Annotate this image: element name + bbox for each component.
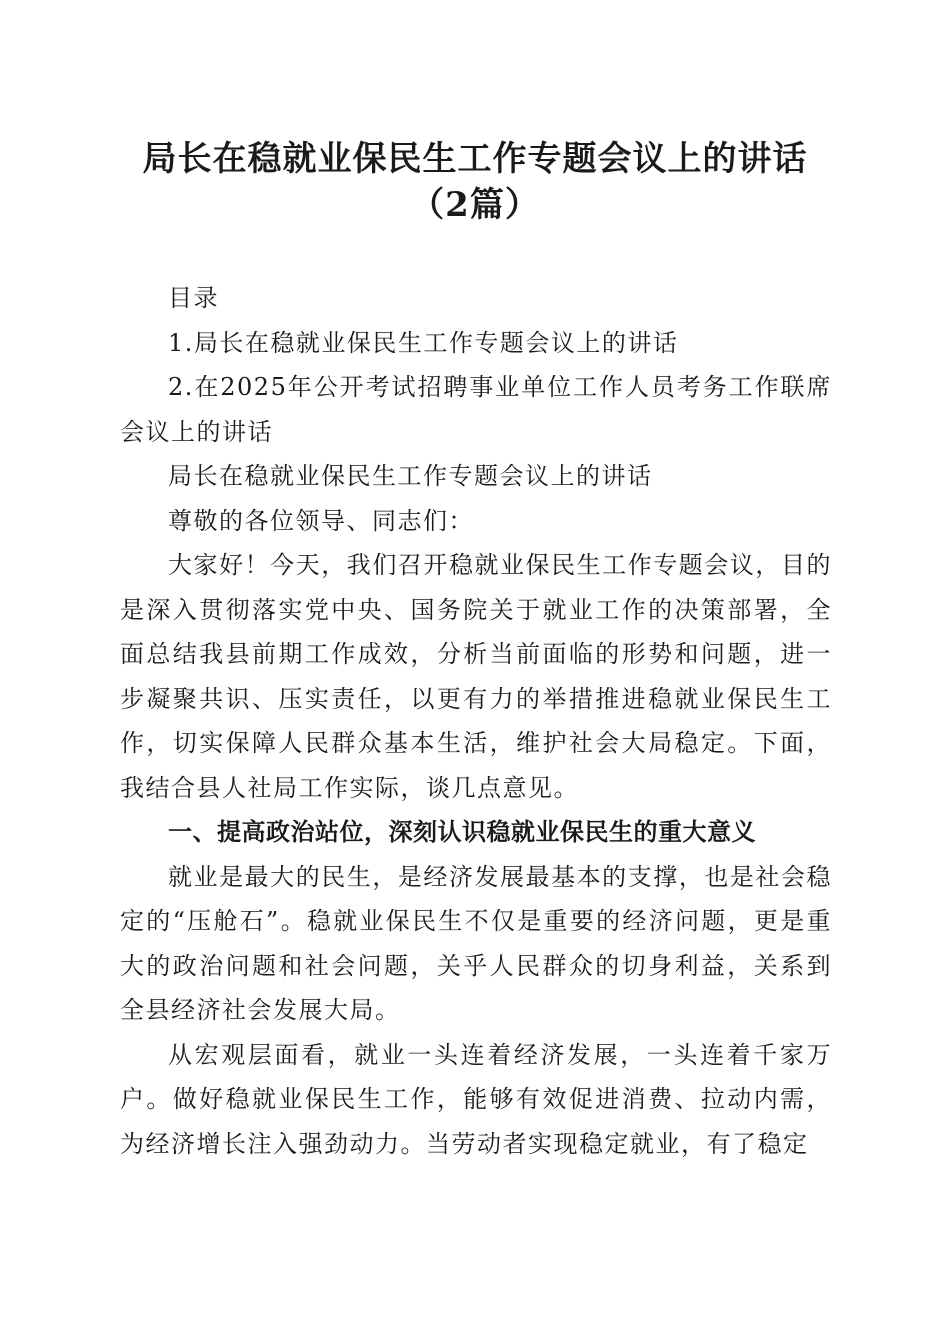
document-title-count: （2篇） bbox=[410, 185, 540, 225]
greeting: 尊敬的各位领导、同志们： bbox=[168, 506, 474, 535]
document-title: 局长在稳就业保民生工作专题会议上的讲话 bbox=[142, 139, 808, 179]
toc-label: 目录 bbox=[168, 284, 219, 312]
toc-item-2: 2.在2025年公开考试招聘事业单位工作人员考务工作联席会议上的讲话 bbox=[120, 373, 832, 446]
section1-paragraph-1: 就业是最大的民生，是经济发展最基本的支撑，也是社会稳定的“压舱石”。稳就业保民生不仅是重要的经济问题，更是重大的政治问题和社会问题，关乎人民群众的切身利益，关系到全县经济社会发展大局。 bbox=[120, 862, 832, 1024]
document-body bbox=[120, 276, 832, 1166]
speech-title: 局长在稳就业保民生工作专题会议上的讲话 bbox=[168, 462, 653, 490]
section1-paragraph-2: 从宏观层面看，就业一头连着经济发展，一头连着千家万户。做好稳就业保民生工作，能够有效促进消费、拉动内需，为经济增长注入强劲动力。当劳动者实现稳定就业，有了稳定 bbox=[120, 1040, 832, 1158]
section-heading-1: 一、提高政治站位，深刻认识稳就业保民生的重大意义 bbox=[168, 818, 756, 846]
toc-item-1: 1.局长在稳就业保民生工作专题会议上的讲话 bbox=[168, 328, 679, 357]
intro-paragraph: 大家好！今天，我们召开稳就业保民生工作专题会议，目的是深入贯彻落实党中央、国务院关于就业工作的决策部署，全面总结我县前期工作成效，分析当前面临的形势和问题，进一步凝聚共识、压实责任，以更有力的举措推进稳就业保民生工作，切实保障人民群众基本生活，维护社会大局稳定。下面，我结合县人社局工作实际，谈几点意见。 bbox=[120, 551, 832, 802]
